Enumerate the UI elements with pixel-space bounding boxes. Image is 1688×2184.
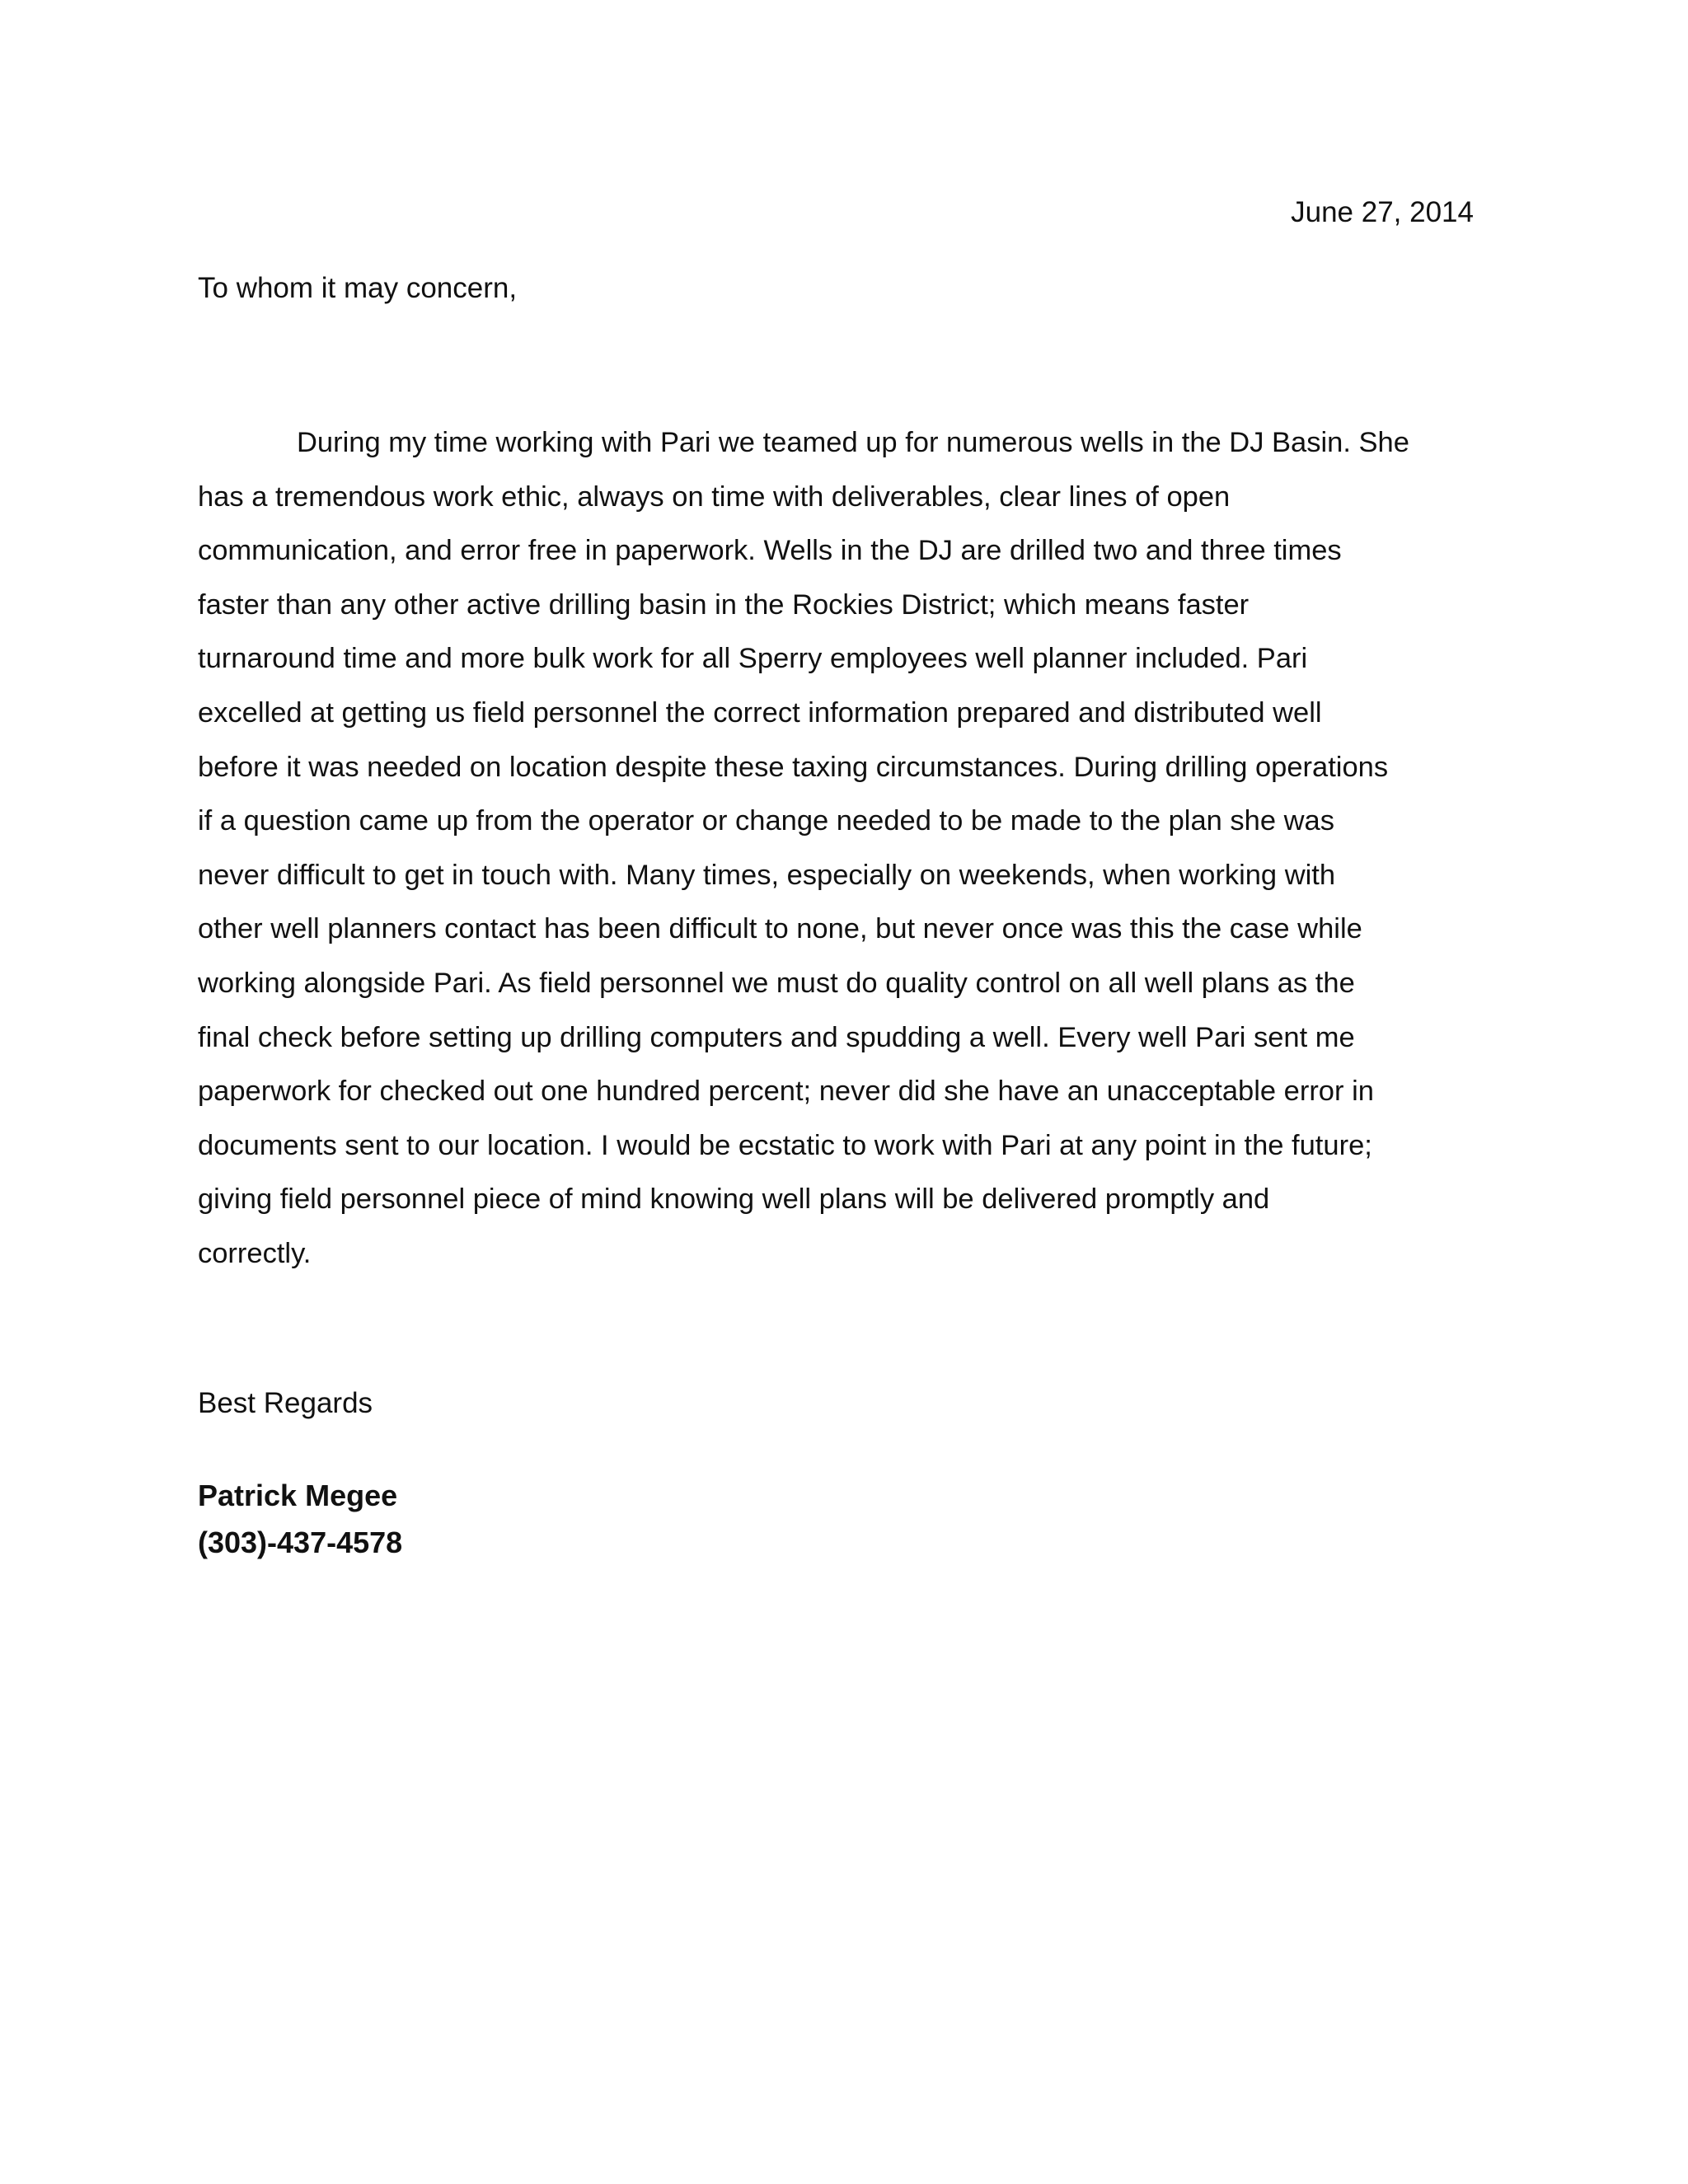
body-line: has a tremendous work ethic, always on time with deliverables, clear lines of open bbox=[198, 480, 1231, 513]
letter-body bbox=[198, 416, 1459, 1282]
body-line: faster than any other active drilling basin in the Rockies District; which means faster bbox=[198, 588, 1250, 621]
signature-name: Patrick Megee bbox=[198, 1479, 398, 1512]
salutation: To whom it may concern, bbox=[198, 272, 518, 304]
body-line: correctly. bbox=[198, 1237, 312, 1269]
body-line: final check before setting up drilling computers and spudding a well. Every well Pari sent me bbox=[198, 1021, 1355, 1053]
body-line: giving field personnel piece of mind knowing well plans will be delivered promptly and bbox=[198, 1183, 1270, 1216]
body-line: paperwork for checked out one hundred percent; never did she have an unacceptable error in bbox=[198, 1076, 1374, 1108]
letter-date: June 27, 2014 bbox=[1291, 196, 1474, 228]
body-line: before it was needed on location despite these taxing circumstances. During drilling operations bbox=[198, 751, 1389, 783]
closing: Best Regards bbox=[198, 1387, 373, 1419]
body-line: other well planners contact has been difficult to none, but never once was this the case while bbox=[198, 913, 1362, 945]
body-line: communication, and error free in paperwork. Wells in the DJ are drilled two and three times bbox=[198, 535, 1342, 567]
body-line: if a question came up from the operator or change needed to be made to the plan she was bbox=[198, 805, 1334, 837]
body-line: documents sent to our location. I would be ecstatic to work with Pari at any point in the future; bbox=[198, 1129, 1372, 1161]
body-line: working alongside Pari. As field personnel we must do quality control on all well plans as the bbox=[198, 967, 1355, 999]
body-line: turnaround time and more bulk work for all Sperry employees well planner included. Pari bbox=[198, 643, 1308, 675]
body-line: never difficult to get in touch with. Many times, especially on weekends, when working with bbox=[198, 859, 1336, 891]
body-line: During my time working with Pari we teamed up for numerous wells in the DJ Basin. She bbox=[297, 427, 1409, 458]
signature-phone: (303)-437-4578 bbox=[198, 1526, 403, 1559]
body-line: excelled at getting us field personnel the correct information prepared and distributed well bbox=[198, 696, 1322, 729]
